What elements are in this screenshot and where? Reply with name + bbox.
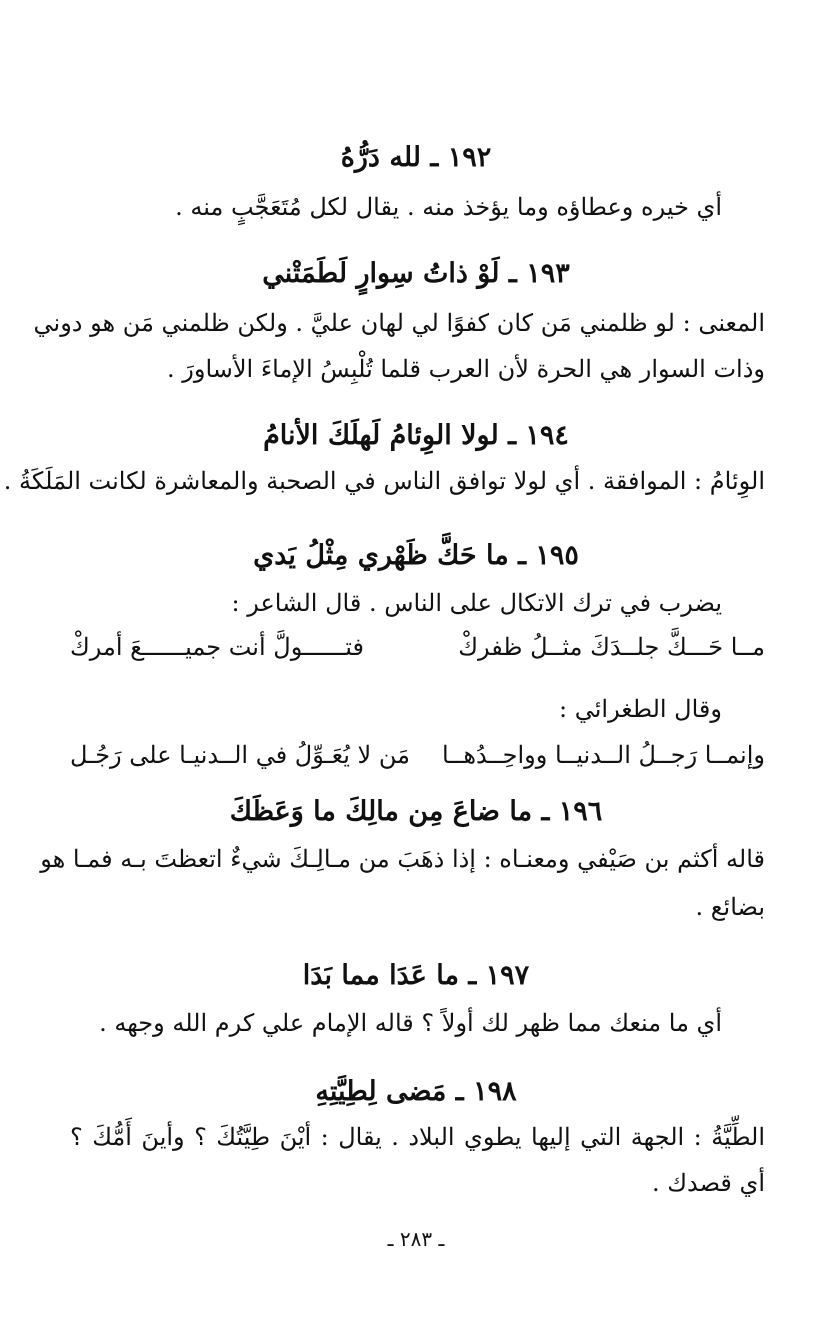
- entry-heading-198: ١٩٨ ـ مَضى لِطِيَّتِهِ: [315, 1076, 517, 1107]
- verse-1-second-hemistich: فتــــــولَّ أنت جميــــــعَ أمركْ: [70, 633, 364, 661]
- verse-1: [70, 628, 765, 666]
- verse-2-first-hemistich: وإنمــا رَجــلُ الــدنيــا وواحِــدُهــا: [441, 741, 765, 769]
- entry-heading-196: ١٩٦ ـ ما ضاعَ مِن مالِكَ ما وَعَظَكَ: [229, 796, 603, 827]
- entry-text-193-line-1: المعنى : لو ظلمني مَن كان كفوًا لي لهان عليَّ . ولكن ظلمني مَن هو دوني: [33, 309, 765, 337]
- entry-text-195-line-1: يضرب في ترك الاتكال على الناس . قال الشاعر :: [231, 589, 722, 617]
- entry-heading-195: ١٩٥ ـ ما حَكَّ ظَهْري مِثْلُ يَدي: [253, 540, 579, 571]
- entry-text-196-line-1: قاله أكثم بن صَيْفي ومعنـاه : إذا ذهَبَ من مـالِـكَ شيءٌ اتعظتَ بـه فمـا هو: [40, 845, 765, 873]
- entry-heading-197: ١٩٧ ـ ما عَدَا مما بَدَا: [302, 960, 530, 991]
- entry-text-198-line-2: أي قصدك .: [651, 1169, 765, 1197]
- entry-text-193-line-2: وذات السوار هي الحرة لأن العرب قلما تُلْبِسُ الإماءَ الأساورَ .: [167, 355, 765, 383]
- verse-2: [70, 736, 765, 774]
- entry-text-192-line-1: أي خيره وعطاؤه وما يؤخذ منه . يقال لكل مُتَعَجَّبٍ منه .: [175, 193, 722, 221]
- entry-text-196-line-2: بضائع .: [695, 893, 765, 921]
- page-number: ـ ٢٨٣ ـ: [387, 1227, 445, 1251]
- verse-2-second-hemistich: مَن لا يُعَـوِّلُ في الــدنيـا على رَجُـل: [70, 741, 410, 769]
- entry-heading-193: ١٩٣ ـ لَوْ ذاتُ سِوارٍ لَطَمَتْني: [262, 258, 570, 289]
- entry-text-198-line-1: الطِّيَّةُ : الجهة التي إليها يطوي البلاد . يقال : أيْنَ طِيَّتُكَ ؟ وأينَ أَمُّكَ ؟: [70, 1123, 765, 1151]
- entry-text-194-line-1: الوِئامُ : الموافقة . أي لولا توافق الناس في الصحبة والمعاشرة لكانت المَلَكَةُ .: [3, 467, 765, 495]
- entry-heading-194: ١٩٤ ـ لولا الوِئامُ لَهلَكَ الأنامُ: [263, 420, 569, 451]
- verse-1-first-hemistich: مــا حَـــكَّ جلــدَكَ مثــلُ ظفركْ: [458, 633, 765, 661]
- entry-heading-192: ١٩٢ ـ لله دَرُّهُ: [340, 142, 492, 173]
- verse-2-intro: وقال الطغرائي :: [559, 695, 722, 723]
- entry-text-197-line-1: أي ما منعك مما ظهر لك أولاً ؟ قاله الإمام علي كرم الله وجهه .: [99, 1009, 722, 1037]
